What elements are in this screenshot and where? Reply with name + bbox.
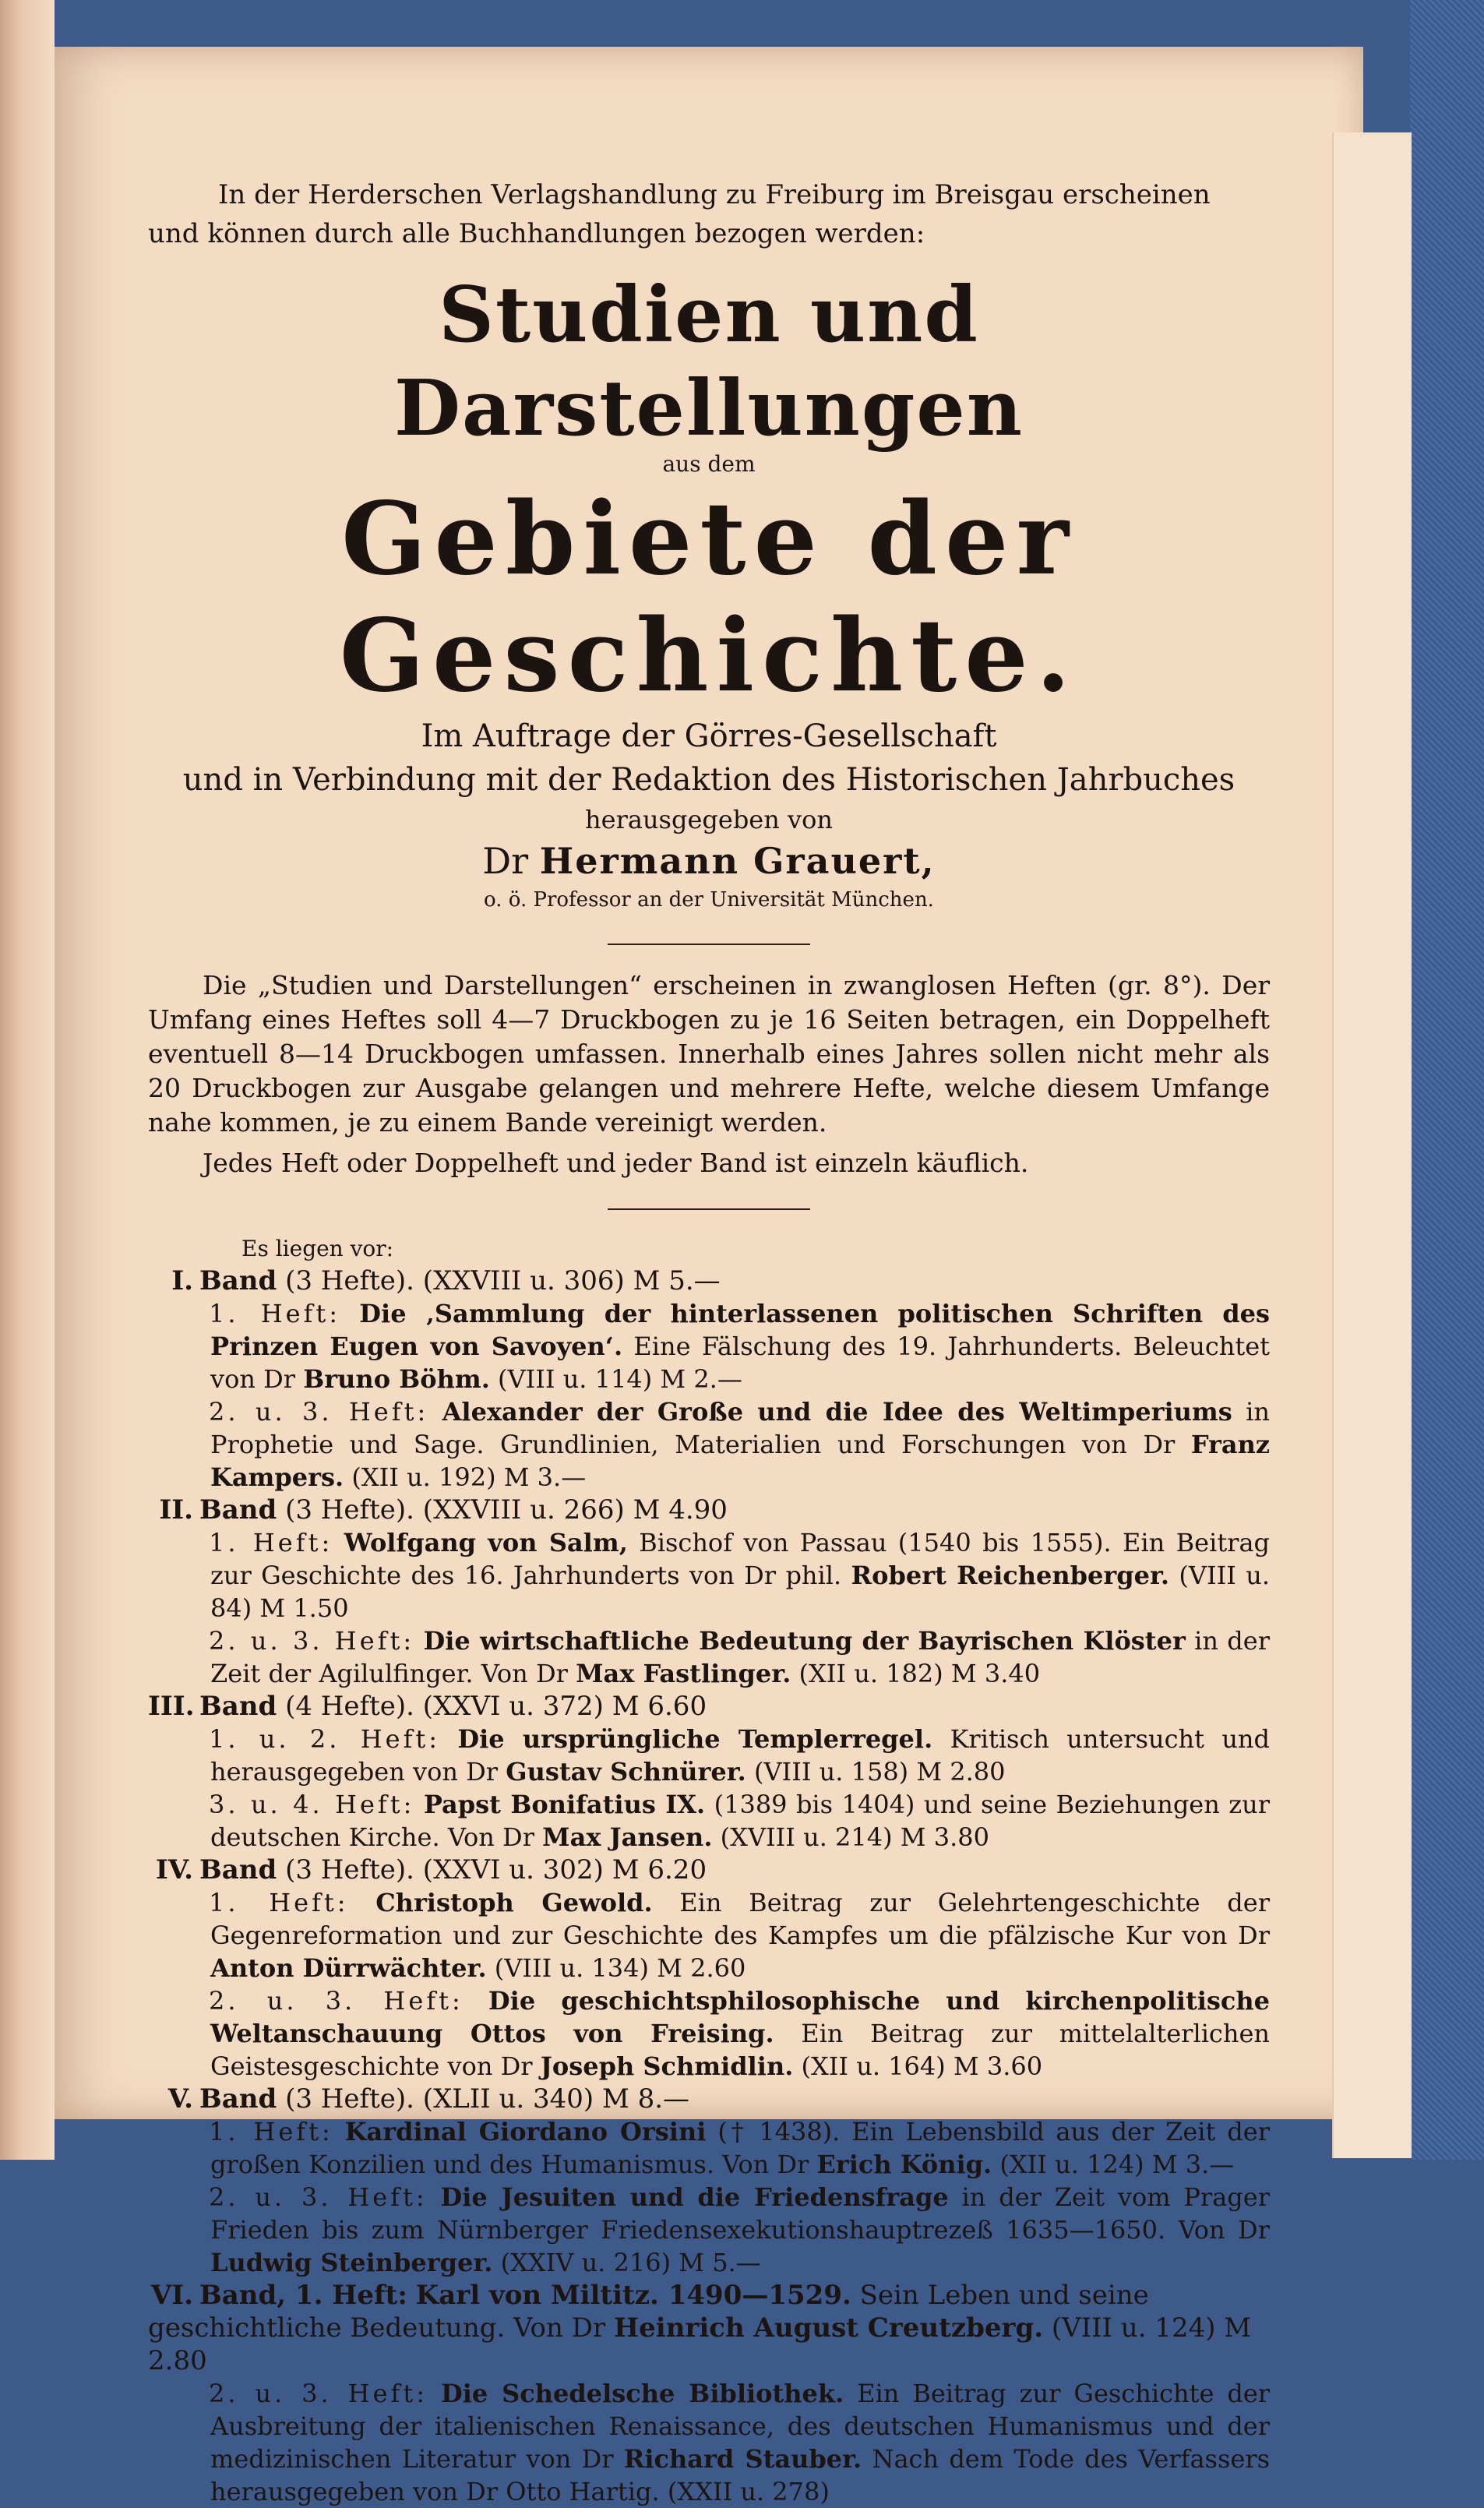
volume-block [148,1494,1270,1690]
issue-description: in der Zeit der Agilulfinger. Von Dr [210,1626,1271,1688]
issue-author: Anton Dürrwächter. [210,1953,487,1983]
issue-description: Ein Beitrag zur Gelehrtengeschichte der Gegenreformation und zur Geschichte des Kampfes um die pfälzische Kur von Dr [210,1888,1270,1950]
volume-info: (3 Hefte). (XXVI u. 302) M 6.20 [285,1854,707,1885]
commission-line: Im Auftrage der Görres-Gesellschaft [421,718,997,754]
issue-author: Joseph Schmidlin. [540,2051,794,2081]
volume-number: III. [148,1691,195,1722]
volume-label: Band [199,2083,277,2115]
volume-list [148,1265,1270,2508]
volume-number: VI. [150,2280,193,2311]
issue-number: 2. u. 3. Heft: [209,2182,428,2212]
issue-title: Die Jesuiten und die Friedensfrage [440,2182,949,2212]
issue-number: 2. u. 3. Heft: [209,2379,428,2408]
issue-author: Bruno Böhm. [303,1364,490,1394]
issue-entry [148,2115,1270,2181]
issue-author: Franz Kampers. [210,1430,1271,1492]
volume-block [148,1854,1270,2083]
issue-number: 1. u. 2. Heft: [209,1724,441,1754]
volume-number: II. [159,1494,193,1526]
list-heading: Es liegen vor: [241,1236,394,1261]
issue-description: in der Zeit vom Prager Frieden bis zum Nürnberger Friedensexekutionshauptrezeß 1635—1650. Von Dr [210,2182,1270,2245]
volume-info: (3 Hefte). (XXVIII u. 266) M 4.90 [285,1494,728,1526]
issue-pages-price: (XII u. 124) M 3.— [999,2150,1235,2179]
issue-entry [148,2181,1270,2279]
editor-full-name: Hermann Grauert, [539,840,936,882]
issue-title: Die wirtschaftliche Bedeutung der Bayrischen Klöster [423,1626,1186,1656]
issue-title: Kardinal Giordano Orsini [344,2117,707,2146]
issue-author: Richard Stauber. [623,2444,862,2474]
issue-pages-price: (XXIV u. 216) M 5.— [500,2248,761,2277]
volume-header [148,1494,1270,1526]
volume-label: Band [199,1854,277,1885]
volume-label: Band [199,1265,277,1296]
issue-description: (1389 bis 1404) und seine Beziehungen zur deutschen Kirche. Von Dr [210,1790,1271,1852]
issue-pages-price: (VIII u. 134) M 2.60 [494,1953,746,1983]
issue-description: Ein Beitrag zur Geschichte der Ausbreitung der italienischen Renaissance, des deutschen Humanismus und der medizinischen Literatur von Dr [210,2379,1271,2474]
issue-author: Heinrich August Creutzberg. [614,2312,1044,2344]
issue-pages-price: (XII u. 192) M 3.— [351,1462,587,1492]
issue-pages-price: (VIII u. 158) M 2.80 [753,1757,1006,1787]
issue-entry [148,1526,1270,1624]
issue-title: Alexander der Große und die Idee des Weltimperiums [442,1397,1232,1427]
volume-info: (3 Hefte). (XLII u. 340) M 8.— [285,2083,690,2115]
issue-author: Max Jansen. [542,1822,713,1852]
issue-description: in Prophetie und Sage. Grundlinien, Materialien und Forschungen von Dr [210,1397,1271,1459]
issue-title: Die Schedelsche Bibliothek. [440,2379,844,2408]
volume-number: IV. [155,1854,193,1885]
issue-entry [148,1624,1270,1690]
volume-header [148,2279,1270,2377]
volume-number: I. [171,1265,193,1296]
issue-title: Papst Bonifatius IX. [423,1790,706,1819]
issue-entry [148,1297,1270,1395]
intro-line-1: In der Herderschen Verlagshandlung zu Freiburg im Breisgau erscheinen [218,179,1211,210]
issue-pages-price: (VIII u. 124) M 2.80 [148,2312,1252,2376]
issue-description: († 1438). Ein Lebensbild aus der Zeit der großen Konzilien und des Humanismus. Von Dr [210,2117,1271,2179]
description-paragraph: Die „Studien und Darstellungen“ erscheinen in zwanglosen Heften (gr. 8°). Der Umfang eines Heftes soll 4—7 Druckbogen zu je 16 Seiten betragen, ein Doppelheft eventuell 8—14 Druckbogen umfassen. Innerhalb eines Jahres sollen nicht mehr als 20 Druckbogen zur Ausgabe gelangen und mehrere Hefte, welche diesem Umfange nahe kommen, je zu einem Bande vereinigt werden. [148,970,1270,1138]
issue-author: Erich König. [816,2150,992,2179]
book-cover-cloth [1410,0,1484,2160]
issue-entry [148,2377,1270,2508]
issue-number: 3. u. 4. Heft: [209,1790,415,1819]
series-title: Studien und Darstellungen [394,270,1024,453]
issue-title: Karl von Miltitz. 1490—1529. [415,2280,851,2311]
volume-block [148,2279,1270,2508]
volume-label: Band, 1. Heft: [199,2280,407,2311]
issue-author: Gustav Schnürer. [506,1757,746,1787]
issue-entry [148,1788,1270,1854]
page-content [148,175,1270,2508]
issue-entry [148,1395,1270,1494]
issue-pages-price: (XII u. 182) M 3.40 [798,1659,1041,1688]
volume-block [148,1265,1270,1494]
issue-description: Eine Fälschung des 19. Jahrhunderts. Beleuchtet von Dr [210,1332,1271,1394]
volume-header [148,1854,1270,1886]
availability-note: Jedes Heft oder Doppelheft und jeder Band ist einzeln käuflich. [203,1148,1029,1178]
volume-label: Band [199,1691,277,1722]
issue-number: 2. u. 3. Heft: [209,1397,429,1427]
issue-description: Kritisch untersucht und herausgegeben von Dr [210,1724,1271,1787]
issue-number: 2. u. 3. Heft: [209,1986,464,2016]
issue-number: 1. Heft: [209,1299,341,1328]
issue-author: Ludwig Steinberger. [210,2248,493,2277]
issue-author: Robert Reichenberger. [851,1561,1170,1590]
issue-number: 1. Heft: [209,1528,333,1557]
issue-title: Wolfgang von Salm, [344,1528,628,1557]
series-title-connector: aus dem [662,451,756,477]
issue-pages-price: (VIII u. 114) M 2.— [498,1364,742,1394]
volume-block [148,2083,1270,2279]
issue-title: Die ‚Sammlung der hinterlassenen politischen Schriften des Prinzen Eugen von Savoyen‘. [210,1299,1271,1361]
issue-pages-price: Nach dem Tode des Verfassers herausgegeben von Dr Otto Hartig. (XXII u. 278) [210,2444,1271,2506]
series-title-large: Gebiete der Geschichte. [339,481,1079,714]
volume-header [148,1265,1270,1297]
volume-header [148,2083,1270,2115]
issue-number: 1. Heft: [209,2117,333,2146]
issue-number: 1. Heft: [209,1888,349,1917]
editor-title: o. ö. Professor an der Universität München. [484,888,934,912]
intro-line-2: und können durch alle Buchhandlungen bezogen werden: [148,218,925,249]
volume-info: (4 Hefte). (XXVI u. 372) M 6.60 [285,1691,707,1722]
issue-author: Max Fastlinger. [576,1659,791,1688]
page-flap [1332,132,1412,2158]
editor-name [148,838,1270,884]
issue-pages-price: (XVIII u. 214) M 3.80 [720,1822,989,1852]
issue-entry [148,1723,1270,1788]
issue-title: Die geschichtsphilosophische und kirchenpolitische Weltanschauung Ottos von Freising. [210,1986,1270,2048]
divider [608,944,810,945]
issue-title: Christoph Gewold. [375,1888,653,1917]
issue-description: Bischof von Passau (1540 bis 1555). Ein Beitrag zur Geschichte des 16. Jahrhunderts von Dr phil. [210,1528,1271,1590]
issue-entry [148,1984,1270,2083]
book-cover-edge [0,0,55,2160]
volume-number: V. [167,2083,193,2115]
cooperation-line: und in Verbindung mit der Redaktion des Historischen Jahrbuches [182,762,1235,798]
divider [608,1208,810,1210]
editor-prefix: Dr [482,840,529,882]
intro-text [148,175,1270,253]
issue-number: 2. u. 3. Heft: [209,1626,415,1656]
issue-pages-price: (XII u. 164) M 3.60 [801,2051,1043,2081]
editor-intro: herausgegeben von [585,805,833,834]
volume-label: Band [199,1494,277,1526]
issue-entry [148,1886,1270,1984]
volume-info: (3 Hefte). (XXVIII u. 306) M 5.— [285,1265,721,1296]
issue-pages-price: (VIII u. 84) M 1.50 [210,1561,1271,1623]
issue-description: Sein Leben und seine geschichtliche Bedeutung. Von Dr [148,2280,1149,2344]
volume-header [148,1690,1270,1723]
book-page [55,47,1363,2506]
issue-description: Ein Beitrag zur mittelalterlichen Geistesgeschichte von Dr [210,2019,1271,2081]
issue-title: Die ursprüngliche Templerregel. [457,1724,933,1754]
volume-block [148,1690,1270,1854]
